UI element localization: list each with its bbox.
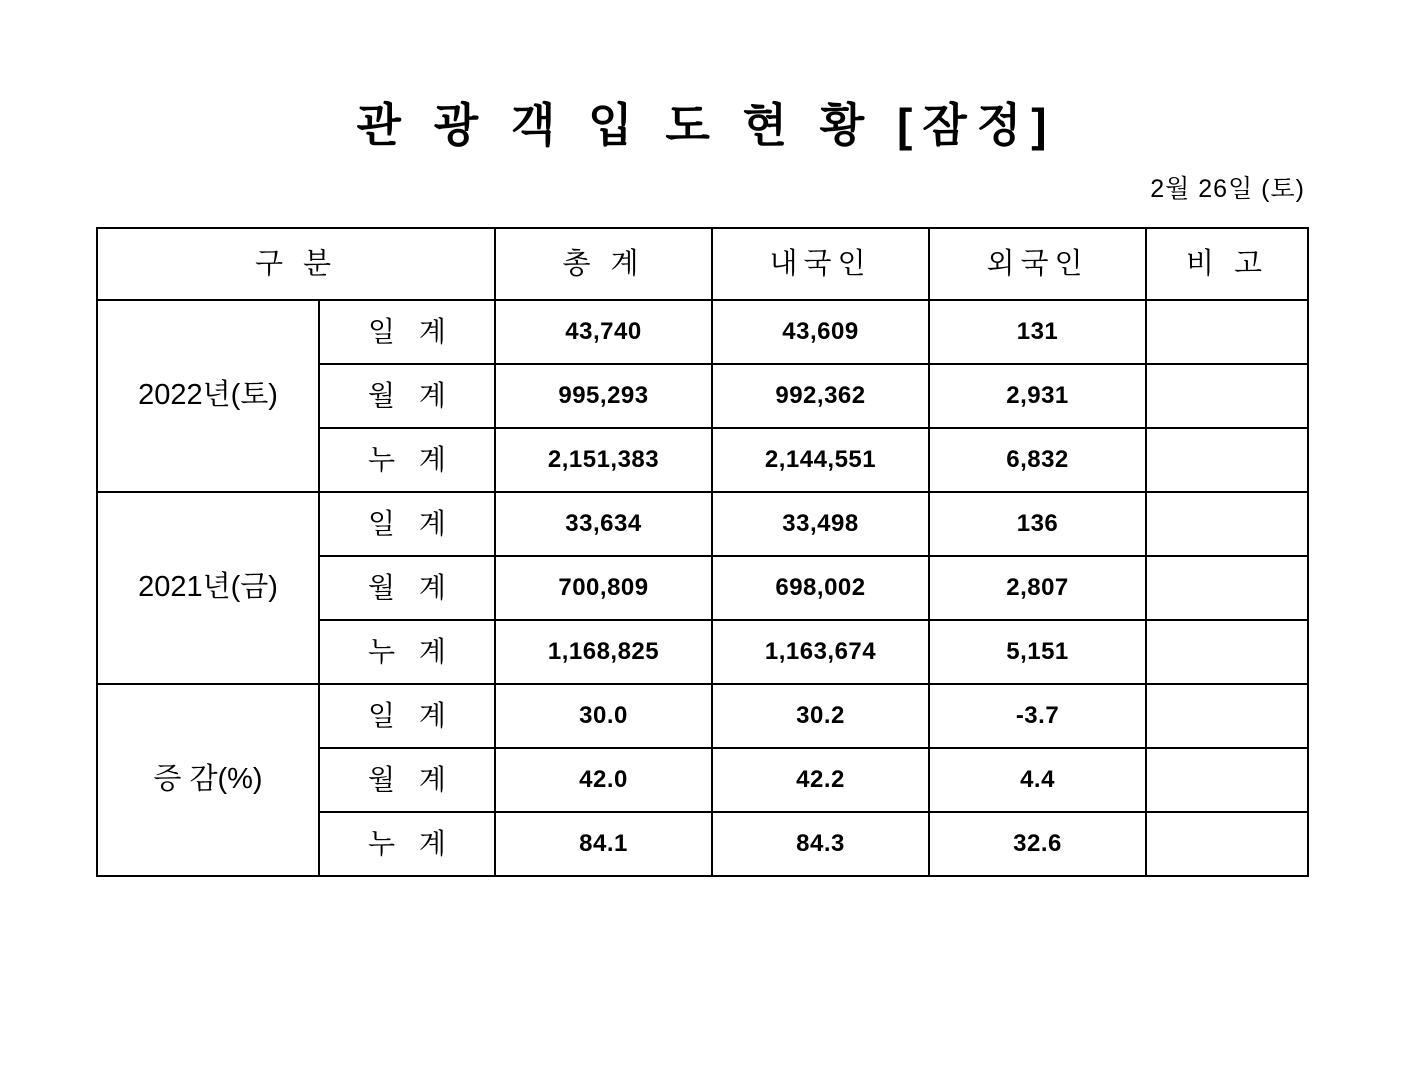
tourist-arrivals-table [96, 227, 1309, 877]
group-label-change: 증 감(%) [97, 684, 319, 876]
cell-total: 1,168,825 [495, 620, 712, 684]
cell-domestic: 30.2 [712, 684, 929, 748]
row-label-daily: 일 계 [319, 300, 495, 364]
document-page [0, 100, 1403, 1092]
table-container [0, 227, 1403, 877]
row-label-cumulative: 누 계 [319, 620, 495, 684]
cell-note [1146, 812, 1308, 876]
row-label-monthly: 월 계 [319, 748, 495, 812]
page-title: 관 광 객 입 도 현 황 [잠정] [356, 99, 1057, 151]
cell-foreign: 5,151 [929, 620, 1146, 684]
cell-total: 84.1 [495, 812, 712, 876]
cell-note [1146, 300, 1308, 364]
cell-foreign: 6,832 [929, 428, 1146, 492]
cell-total: 42.0 [495, 748, 712, 812]
cell-note [1146, 428, 1308, 492]
cell-foreign: 131 [929, 300, 1146, 364]
table-row [97, 492, 1308, 556]
row-label-monthly: 월 계 [319, 364, 495, 428]
column-header-foreign: 외국인 [929, 228, 1146, 300]
cell-foreign: 32.6 [929, 812, 1146, 876]
cell-note [1146, 364, 1308, 428]
cell-note [1146, 684, 1308, 748]
group-label-2021: 2021년(금) [97, 492, 319, 684]
row-label-cumulative: 누 계 [319, 428, 495, 492]
cell-domestic: 698,002 [712, 556, 929, 620]
cell-foreign: -3.7 [929, 684, 1146, 748]
cell-domestic: 992,362 [712, 364, 929, 428]
column-header-division: 구 분 [97, 228, 495, 300]
column-header-total: 총 계 [495, 228, 712, 300]
table-header [97, 228, 1308, 300]
table-row [97, 300, 1308, 364]
cell-note [1146, 620, 1308, 684]
table-header-row [97, 228, 1308, 300]
column-header-note: 비 고 [1146, 228, 1308, 300]
column-header-domestic: 내국인 [712, 228, 929, 300]
table-body [97, 300, 1308, 876]
cell-foreign: 136 [929, 492, 1146, 556]
cell-domestic: 42.2 [712, 748, 929, 812]
cell-domestic: 43,609 [712, 300, 929, 364]
cell-note [1146, 492, 1308, 556]
row-label-monthly: 월 계 [319, 556, 495, 620]
row-label-daily: 일 계 [319, 684, 495, 748]
cell-foreign: 4.4 [929, 748, 1146, 812]
cell-foreign: 2,931 [929, 364, 1146, 428]
cell-total: 43,740 [495, 300, 712, 364]
cell-domestic: 84.3 [712, 812, 929, 876]
cell-total: 2,151,383 [495, 428, 712, 492]
row-label-cumulative: 누 계 [319, 812, 495, 876]
cell-total: 700,809 [495, 556, 712, 620]
report-date: 2월 26일 (토) [1150, 174, 1305, 203]
cell-total: 995,293 [495, 364, 712, 428]
cell-note [1146, 556, 1308, 620]
cell-domestic: 2,144,551 [712, 428, 929, 492]
cell-total: 30.0 [495, 684, 712, 748]
cell-foreign: 2,807 [929, 556, 1146, 620]
cell-domestic: 1,163,674 [712, 620, 929, 684]
cell-total: 33,634 [495, 492, 712, 556]
group-label-2022: 2022년(토) [97, 300, 319, 492]
row-label-daily: 일 계 [319, 492, 495, 556]
table-row [97, 684, 1308, 748]
cell-note [1146, 748, 1308, 812]
cell-domestic: 33,498 [712, 492, 929, 556]
